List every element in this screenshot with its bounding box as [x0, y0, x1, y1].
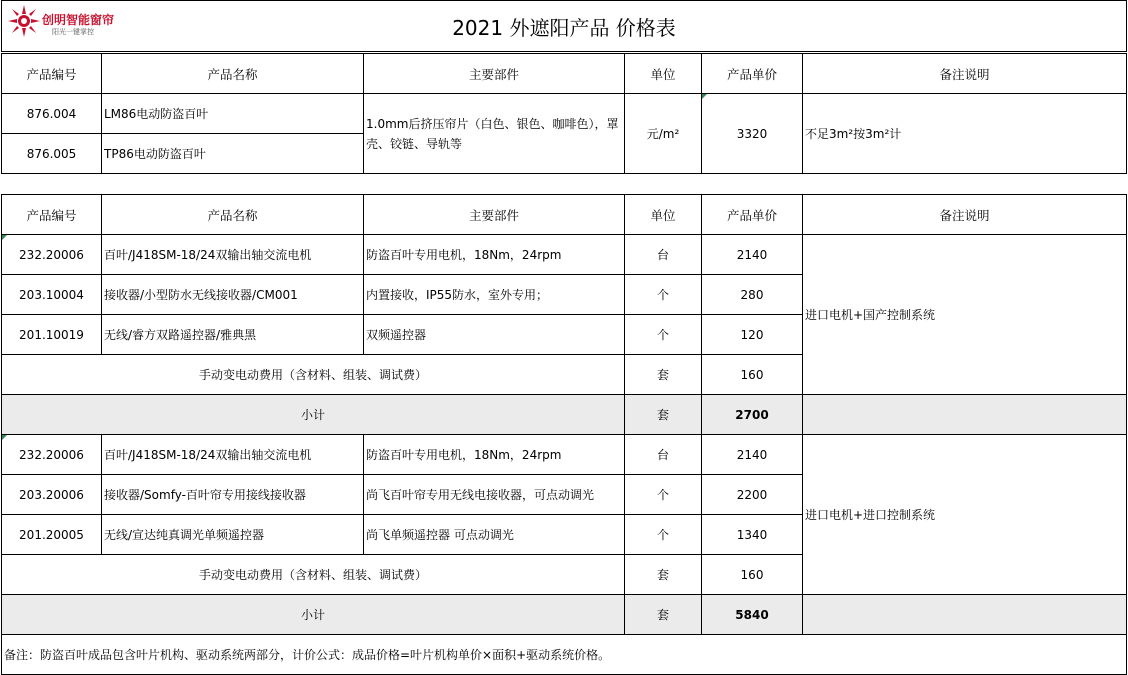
footnote-row: [2, 635, 1127, 675]
page-title: 2021 外遮阳产品 价格表: [2, 1, 1127, 52]
product-name: 百叶/J418SM-18/24双输出轴交流电机: [102, 235, 364, 275]
col-header-price: 产品单价: [702, 54, 803, 94]
unit: 台: [625, 235, 702, 275]
product-table-1: [1, 53, 1127, 174]
cell-marker-icon: [702, 94, 707, 99]
main-parts: 防盗百叶专用电机，18Nm，24rpm: [364, 435, 625, 475]
product-name: 百叶/J418SM-18/24双输出轴交流电机: [102, 435, 364, 475]
col-header-note: 备注说明: [803, 195, 1127, 235]
product-name: 接收器/Somfy-百叶帘专用接线接收器: [102, 475, 364, 515]
footnote: 备注：防盗百叶成品包含叶片机构、驱动系统两部分，计价公式：成品价格=叶片机构单价×面积+驱动系统价格。: [2, 635, 1127, 675]
col-header-name: 产品名称: [102, 195, 364, 235]
main-parts: 1.0mm后挤压帘片（白色、银色、咖啡色），罩壳、铰链、导轨等: [364, 94, 625, 174]
product-code: 203.20006: [2, 475, 102, 515]
unit-price: 2140: [702, 435, 803, 475]
product-name: 接收器/小型防水无线接收器/CM001: [102, 275, 364, 315]
cell-marker-icon: [2, 435, 7, 440]
unit-price: 160: [702, 355, 803, 395]
title-table: [1, 0, 1127, 52]
col-header-unit: 单位: [625, 54, 702, 94]
subtotal-remark: [803, 595, 1127, 635]
company-logo: [8, 5, 138, 39]
cell-marker-icon: [2, 235, 7, 240]
unit-price: 160: [702, 555, 803, 595]
subtotal-label: 小计: [2, 595, 625, 635]
unit: 个: [625, 315, 702, 355]
table-row: [2, 94, 1127, 134]
unit: 元/m²: [625, 94, 702, 174]
product-name: LM86电动防盗百叶: [102, 94, 364, 134]
table-row: [2, 435, 1127, 475]
col-header-unit: 单位: [625, 195, 702, 235]
product-code: 876.005: [2, 134, 102, 174]
unit: 个: [625, 475, 702, 515]
unit: 个: [625, 515, 702, 555]
product-code: 201.10019: [2, 315, 102, 355]
unit-price: 120: [702, 315, 803, 355]
logo-name: 创明智能窗帘: [42, 13, 115, 27]
unit: 套: [625, 395, 702, 435]
remark: 进口电机+进口控制系统: [803, 435, 1127, 595]
product-code: 232.20006: [2, 235, 102, 275]
main-parts: 防盗百叶专用电机，18Nm，24rpm: [364, 235, 625, 275]
remark: 进口电机+国产控制系统: [803, 235, 1127, 395]
unit-price: 3320: [702, 94, 803, 174]
product-code: 201.20005: [2, 515, 102, 555]
remark: 不足3m²按3m²计: [803, 94, 1127, 174]
subtotal-price: 5840: [702, 595, 803, 635]
unit-price: 2200: [702, 475, 803, 515]
unit-price: 2140: [702, 235, 803, 275]
fee-label: 手动变电动费用（含材料、组装、调试费）: [2, 555, 625, 595]
unit: 台: [625, 435, 702, 475]
main-parts: 尚飞单频遥控器 可点动调光: [364, 515, 625, 555]
product-code: 876.004: [2, 94, 102, 134]
subtotal-label: 小计: [2, 395, 625, 435]
product-table-2: [1, 194, 1127, 675]
col-header-parts: 主要部件: [364, 195, 625, 235]
subtotal-remark: [803, 395, 1127, 435]
subtotal-price: 2700: [702, 395, 803, 435]
col-header-code: 产品编号: [2, 54, 102, 94]
logo-sun-icon: [8, 5, 40, 37]
col-header-note: 备注说明: [803, 54, 1127, 94]
unit-price: 280: [702, 275, 803, 315]
col-header-parts: 主要部件: [364, 54, 625, 94]
unit: 套: [625, 355, 702, 395]
col-header-price: 产品单价: [702, 195, 803, 235]
unit: 套: [625, 555, 702, 595]
col-header-code: 产品编号: [2, 195, 102, 235]
unit: 个: [625, 275, 702, 315]
unit-price: 1340: [702, 515, 803, 555]
col-header-name: 产品名称: [102, 54, 364, 94]
product-code: 232.20006: [2, 435, 102, 475]
table-row: [2, 235, 1127, 275]
main-parts: 双频遥控器: [364, 315, 625, 355]
product-code: 203.10004: [2, 275, 102, 315]
main-parts: 内置接收，IP55防水，室外专用；: [364, 275, 625, 315]
main-parts: 尚飞百叶帘专用无线电接收器，可点动调光: [364, 475, 625, 515]
product-name: TP86电动防盗百叶: [102, 134, 364, 174]
product-name: 无线/宣达纯真调光单频遥控器: [102, 515, 364, 555]
product-name: 无线/睿方双路遥控器/雅典黑: [102, 315, 364, 355]
subtotal-row: [2, 595, 1127, 635]
subtotal-row: [2, 395, 1127, 435]
logo-slogan: 阳光一键掌控: [52, 28, 94, 36]
unit: 套: [625, 595, 702, 635]
fee-label: 手动变电动费用（含材料、组装、调试费）: [2, 355, 625, 395]
